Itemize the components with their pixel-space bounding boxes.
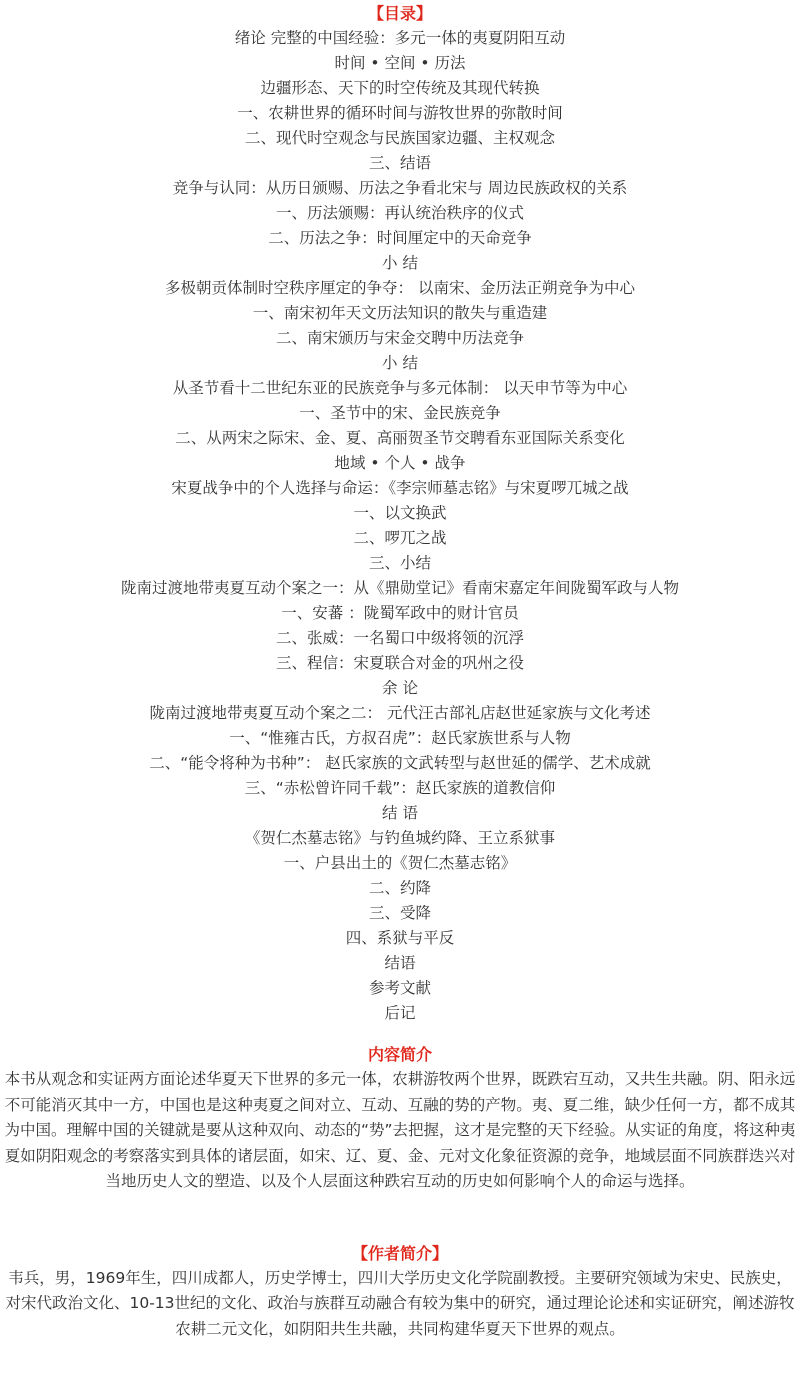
- toc-item: 一、历法颁赐：再认统治秩序的仪式: [275, 204, 524, 222]
- toc-item: 三、程信：宋夏联合对金的巩州之役: [275, 654, 524, 672]
- toc-item: 一、安蕃 ：陇蜀军政中的财计官员: [281, 604, 519, 622]
- toc-item: 三、“赤松曾许同千载”：赵氏家族的道教信仰: [244, 779, 556, 797]
- content-introduction: [0, 1043, 800, 1195]
- toc-item: 一、圣节中的宋、金民族竞争: [299, 404, 501, 422]
- toc-item: 陇南过渡地带夷夏互动个案之一：从《鼎勋堂记》看南宋嘉定年间陇蜀军政与人物: [120, 579, 679, 597]
- toc-item: 二、“能令将种为书种”： 赵氏家族的文武转型与赵世延的儒学、艺术成就: [149, 754, 651, 772]
- toc-item: 四、系狱与平反: [345, 929, 455, 947]
- toc-item: 宋夏战争中的个人选择与命运：《李宗师墓志铭》与宋夏啰兀城之战: [171, 479, 629, 497]
- toc-item: 二、现代时空观念与民族国家边疆、主权观念: [244, 129, 555, 147]
- toc-item: 时间 • 空间 • 历法: [334, 54, 466, 72]
- toc-item: 陇南过渡地带夷夏互动个案之二： 元代汪古部礼店赵世延家族与文化考述: [149, 704, 651, 722]
- toc-item: 边疆形态、天下的时空传统及其现代转换: [260, 79, 540, 97]
- author-heading: 【作者简介】: [351, 1243, 448, 1263]
- toc-list: [0, 26, 800, 1026]
- toc-item: 三、小结: [368, 554, 431, 572]
- toc-item: 地域 • 个人 • 战争: [334, 454, 466, 472]
- toc-item: 一、农耕世界的循环时间与游牧世界的弥散时间: [237, 104, 563, 122]
- author-paragraph: 韦兵，男，1969年生，四川成都人，历史学博士，四川大学历史文化学院副教授。主要研究领域为宋史、民族史，对宋代政治文化、10-13世纪的文化、政治与族群互动融合有较为集中的研究，通过理论论述和实证研究，阐述游牧农耕二元文化，如阴阳共生共融，共同构建华夏天下世界的观点。: [5, 1268, 795, 1338]
- toc-item: 小 结: [382, 254, 418, 272]
- author-introduction: [0, 1242, 800, 1343]
- toc-item: 小 结: [382, 354, 418, 372]
- toc-item: 竞争与认同：从历日颁赐、历法之争看北宋与 周边民族政权的关系: [172, 179, 628, 197]
- toc-item: 结语: [384, 954, 416, 972]
- toc-item: 二、啰兀之战: [353, 529, 447, 547]
- toc-item: 后记: [384, 1004, 416, 1022]
- toc-item: 二、约降: [368, 879, 431, 897]
- toc-item: 二、从两宋之际宋、金、夏、高丽贺圣节交聘看东亚国际关系变化: [175, 429, 625, 447]
- toc-item: 二、张威：一名蜀口中级将领的沉浮: [275, 629, 524, 647]
- toc-item: 一、“惟雍古氏，方叔召虎”：赵氏家族世系与人物: [229, 729, 571, 747]
- toc-item: 余 论: [382, 679, 418, 697]
- toc-item: 一、户县出土的《贺仁杰墓志铭》: [283, 854, 517, 872]
- toc-item: 三、结语: [368, 154, 431, 172]
- toc-item: 一、南宋初年天文历法知识的散失与重造建: [252, 304, 548, 322]
- toc-item: 绪论 完整的中国经验：多元一体的夷夏阴阳互动: [234, 29, 566, 47]
- intro-paragraph: 本书从观念和实证两方面论述华夏天下世界的多元一体，农耕游牧两个世界，既跌宕互动，又共生共融。阴、阳永远不可能消灭其中一方，中国也是这种夷夏之间对立、互动、互融的势的产物。夷、夏二维，缺少任何一方，都不成其为中国。理解中国的关键就是要从这种双向、动态的“势”去把握，这才是完整的天下经验。从实证的角度，将这种夷夏如阴阳观念的考察落实到具体的诸层面，如宋、辽、夏、金、元对文化象征资源的竞争，地域层面不同族群迭兴对当地历史人文的塑造、以及个人层面这种跌宕互动的历史如何影响个人的命运与选择。: [4, 1070, 796, 1190]
- intro-heading: 内容简介: [367, 1045, 432, 1064]
- toc-heading: 【目录】: [367, 4, 432, 23]
- toc-item: 从圣节看十二世纪东亚的民族竞争与多元体制： 以天申节等为中心: [172, 379, 628, 397]
- toc-item: 三、受降: [368, 904, 431, 922]
- toc-item: 《贺仁杰墓志铭》与钓鱼城约降、王立系狱事: [244, 829, 555, 847]
- toc-item: 结 语: [382, 804, 418, 822]
- toc-item: 二、历法之争：时间厘定中的天命竞争: [268, 229, 532, 247]
- toc-item: 二、南宋颁历与宋金交聘中历法竞争: [275, 329, 524, 347]
- toc-item: 参考文献: [368, 979, 431, 997]
- toc-item: 一、以文换武: [353, 504, 447, 522]
- toc-item: 多极朝贡体制时空秩序厘定的争夺： 以南宋、金历法正朔竞争为中心: [165, 279, 635, 297]
